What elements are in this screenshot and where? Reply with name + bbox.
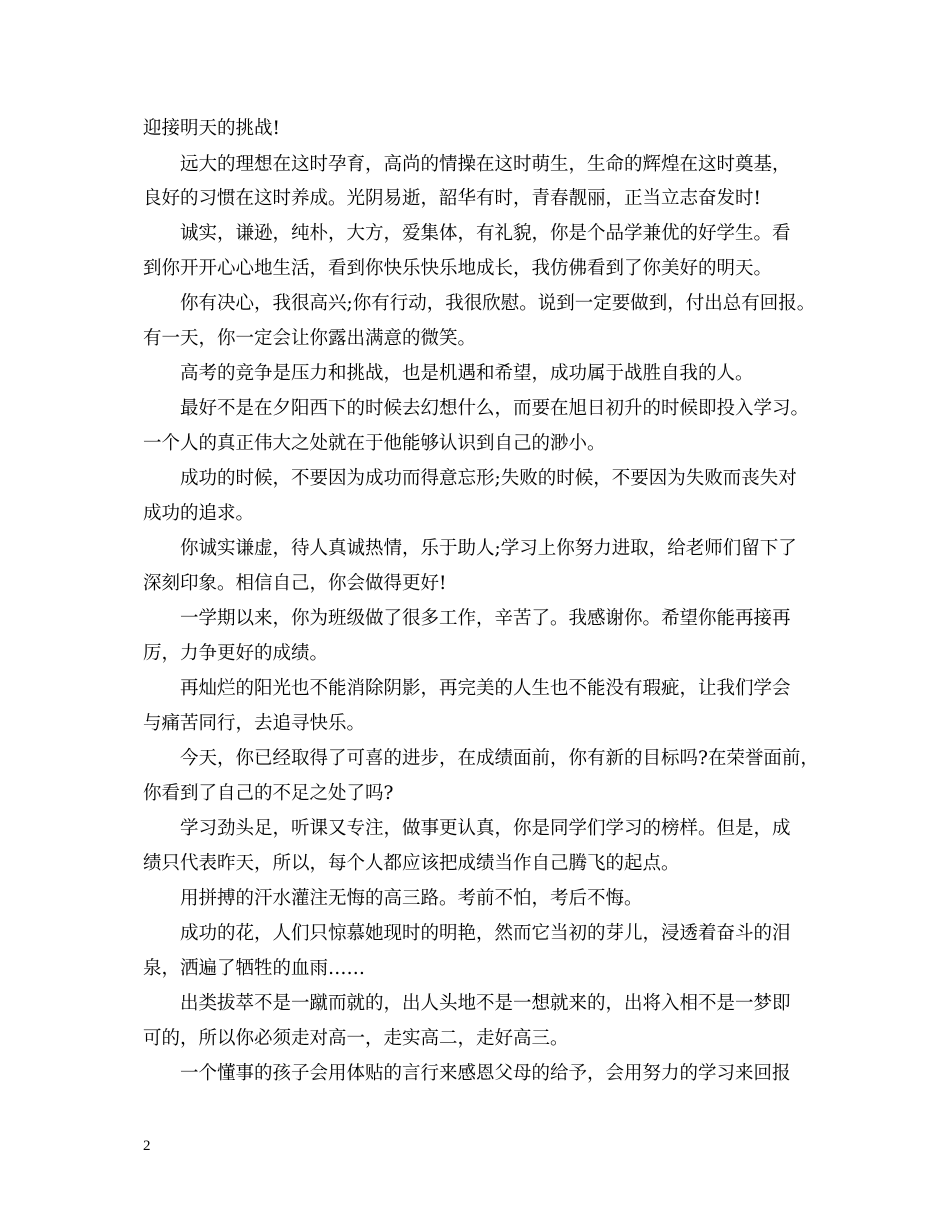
text-line: 一个人的真正伟大之处就在于他能够认识到自己的渺小。	[143, 433, 606, 454]
text-line: 你看到了自己的不足之处了吗?	[143, 783, 394, 804]
text-line: 再灿烂的阳光也不能消除阴影，再完美的人生也不能没有瑕疵，让我们学会	[180, 678, 791, 699]
text-line: 一个懂事的孩子会用体贴的言行来感恩父母的给予，会用努力的学习来回报	[180, 1063, 791, 1084]
text-line: 可的，所以你必须走对高一，走实高二，走好高三。	[143, 1028, 569, 1049]
text-line: 用拼搏的汗水灌注无悔的高三路。考前不怕，考后不悔。	[180, 888, 643, 909]
text-line: 你诚实谦虚，待人真诚热情，乐于助人;学习上你努力进取，给老师们留下了	[180, 538, 797, 559]
text-line: 成功的花，人们只惊慕她现时的明艳，然而它当初的芽儿，浸透着奋斗的泪	[180, 923, 791, 944]
text-line: 良好的习惯在这时养成。光阴易逝，韶华有时，青春靓丽，正当立志奋发时!	[143, 188, 761, 209]
text-line: 厉，力争更好的成绩。	[143, 643, 329, 664]
text-line: 成功的时候，不要因为成功而得意忘形;失败的时候，不要因为失败而丧失对	[180, 468, 797, 489]
text-line: 远大的理想在这时孕育，高尚的情操在这时萌生，生命的辉煌在这时奠基，	[180, 154, 791, 175]
text-line: 与痛苦同行，去追寻快乐。	[143, 713, 366, 734]
text-line: 一学期以来，你为班级做了很多工作，辛苦了。我感谢你。希望你能再接再	[180, 608, 791, 629]
text-line: 到你开开心心地生活，看到你快乐快乐地成长，我仿佛看到了你美好的明天。	[143, 258, 773, 279]
text-line: 成功的追求。	[143, 503, 255, 524]
text-line: 你有决心，我很高兴;你有行动，我很欣慰。说到一定要做到，付出总有回报。	[180, 293, 816, 314]
text-line: 泉，洒遍了牺牲的血雨……	[143, 958, 366, 979]
text-line: 今天，你已经取得了可喜的进步，在成绩面前，你有新的目标吗?在荣誉面前，	[180, 748, 819, 769]
text-line: 深刻印象。相信自己，你会做得更好!	[143, 573, 447, 594]
text-line: 迎接明天的挑战!	[143, 118, 280, 139]
page-number: 2	[143, 1138, 151, 1154]
text-line: 高考的竞争是压力和挑战，也是机遇和希望，成功属于战胜自我的人。	[180, 363, 754, 384]
text-line: 诚实，谦逊，纯朴，大方，爱集体，有礼貌，你是个品学兼优的好学生。看	[180, 223, 791, 244]
text-line: 绩只代表昨天，所以，每个人都应该把成绩当作自己腾飞的起点。	[143, 853, 680, 874]
text-line: 学习劲头足，听课又专注，做事更认真，你是同学们学习的榜样。但是，成	[180, 818, 791, 839]
text-line: 最好不是在夕阳西下的时候去幻想什么，而要在旭日初升的时候即投入学习。	[180, 398, 810, 419]
text-line: 出类拔萃不是一蹴而就的，出人头地不是一想就来的，出将入相不是一梦即	[180, 993, 791, 1014]
text-line: 有一天，你一定会让你露出满意的微笑。	[143, 328, 477, 349]
